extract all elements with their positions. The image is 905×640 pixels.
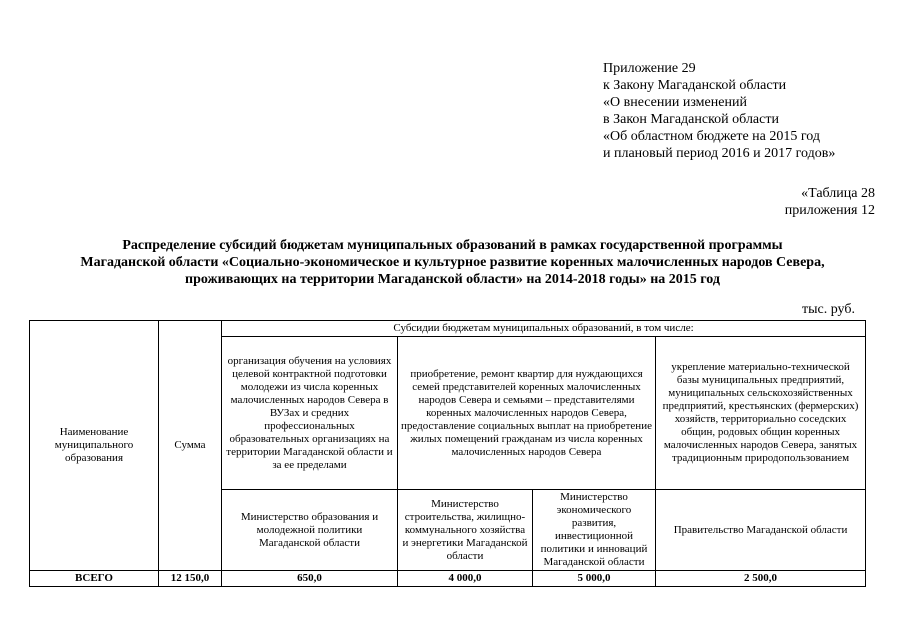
total-economy: 5 000,0 (533, 571, 656, 587)
table-ref-line: «Таблица 28 (801, 186, 875, 201)
table-ref-line: приложения 12 (784, 203, 875, 218)
appendix-line: «Об областном бюджете на 2015 год (603, 129, 820, 144)
total-construction: 4 000,0 (398, 571, 533, 587)
total-government: 2 500,0 (656, 571, 866, 587)
unit-label: тыс. руб. (802, 302, 855, 317)
header-subsidies-group: Субсидии бюджетам муниципальных образований, в том числе: (222, 321, 866, 337)
header-purpose-material-base: укрепление материально-технической базы муниципальных предприятий, муниципальных сельскохозяйственных предприятий, крестьянских (фермерских) хозяйств, территориально соседских общин, родовых общин коренных малочисленных народов Севера, занятых традиционным природопользованием (656, 337, 866, 490)
table-row (30, 571, 866, 587)
document-title (20, 237, 885, 288)
appendix-line: в Закон Магаданской области (603, 112, 779, 127)
appendix-line: «О внесении изменений (603, 95, 747, 110)
total-education: 650,0 (222, 571, 398, 587)
header-municipality: Наименование муниципального образования (30, 321, 159, 571)
appendix-header (603, 60, 835, 162)
header-ministry-construction: Министерство строительства, жилищно-коммунального хозяйства и энергетики Магаданской области (398, 490, 533, 571)
header-purpose-housing: приобретение, ремонт квартир для нуждающихся семей представителей коренных малочисленных народов Севера и семьями – представителями коренных малочисленных народов Севера, предоставление социальных выплат на приобретение жилых помещений гражданам из числа коренных малочисленных народов Севера (398, 337, 656, 490)
total-label: ВСЕГО (30, 571, 159, 587)
header-ministry-education: Министерство образования и молодежной политики Магаданской области (222, 490, 398, 571)
total-sum: 12 150,0 (159, 571, 222, 587)
appendix-line: и плановый период 2016 и 2017 годов» (603, 146, 836, 161)
subsidy-table (29, 320, 866, 587)
appendix-line: к Закону Магаданской области (603, 78, 787, 93)
title-line: Магаданской области «Социально-экономическое и культурное развитие коренных малочисленных народов Севера, (80, 255, 825, 270)
header-government: Правительство Магаданской области (656, 490, 866, 571)
title-line: проживающих на территории Магаданской области» на 2014-2018 годы» на 2015 год (185, 272, 720, 287)
table-reference (785, 185, 875, 219)
header-sum: Сумма (159, 321, 222, 571)
appendix-line: Приложение 29 (603, 61, 696, 76)
title-line: Распределение субсидий бюджетам муниципальных образований в рамках государственной программы (122, 238, 783, 253)
header-purpose-education: организация обучения на условиях целевой контрактной подготовки молодежи из числа коренных малочисленных народов Севера в ВУЗах и средних профессиональных образовательных организациях на территории Магаданской области и за ее пределами (222, 337, 398, 490)
header-ministry-economy: Министерство экономического развития, инвестиционной политики и инноваций Магаданской области (533, 490, 656, 571)
